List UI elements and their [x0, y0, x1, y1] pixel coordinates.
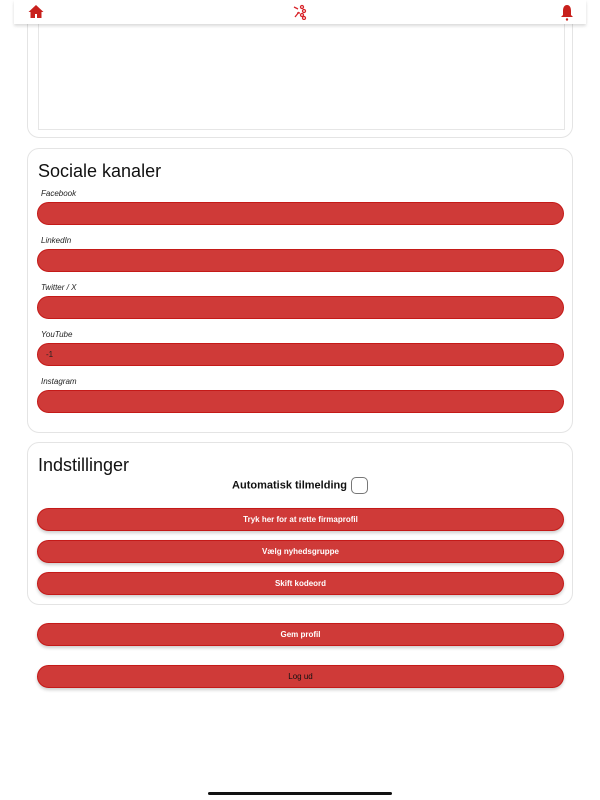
twitter-label: Twitter / X: [41, 283, 77, 292]
top-bar: [14, 0, 586, 24]
home-icon[interactable]: [28, 4, 44, 19]
logo-lion-icon[interactable]: [292, 4, 308, 20]
social-title: Sociale kanaler: [38, 161, 162, 181]
linkedin-input[interactable]: [37, 249, 564, 272]
auto-subscribe-label: Automatisk tilmelding: [232, 479, 347, 492]
settings-title: Indstillinger: [38, 455, 130, 475]
bell-icon[interactable]: [560, 4, 574, 21]
logout-button[interactable]: Log ud: [37, 665, 564, 688]
twitter-input[interactable]: [37, 296, 564, 319]
choose-newsgroup-button[interactable]: Vælg nyhedsgruppe: [37, 540, 564, 563]
social-card: [27, 148, 573, 433]
facebook-label: Facebook: [41, 189, 77, 198]
linkedin-label: LinkedIn: [41, 236, 72, 245]
settings-card: [27, 442, 573, 605]
instagram-input[interactable]: [37, 390, 564, 413]
change-password-button[interactable]: Skift kodeord: [37, 572, 564, 595]
facebook-input[interactable]: [37, 202, 564, 225]
home-indicator: [208, 792, 392, 795]
youtube-label: YouTube: [41, 330, 73, 339]
instagram-label: Instagram: [41, 377, 77, 386]
auto-subscribe-checkbox[interactable]: [351, 477, 368, 494]
auto-subscribe-row: [28, 477, 572, 494]
youtube-input[interactable]: -1: [37, 343, 564, 366]
save-profile-button[interactable]: Gem profil: [37, 623, 564, 646]
edit-company-profile-button[interactable]: Tryk her for at rette firmaprofil: [37, 508, 564, 531]
